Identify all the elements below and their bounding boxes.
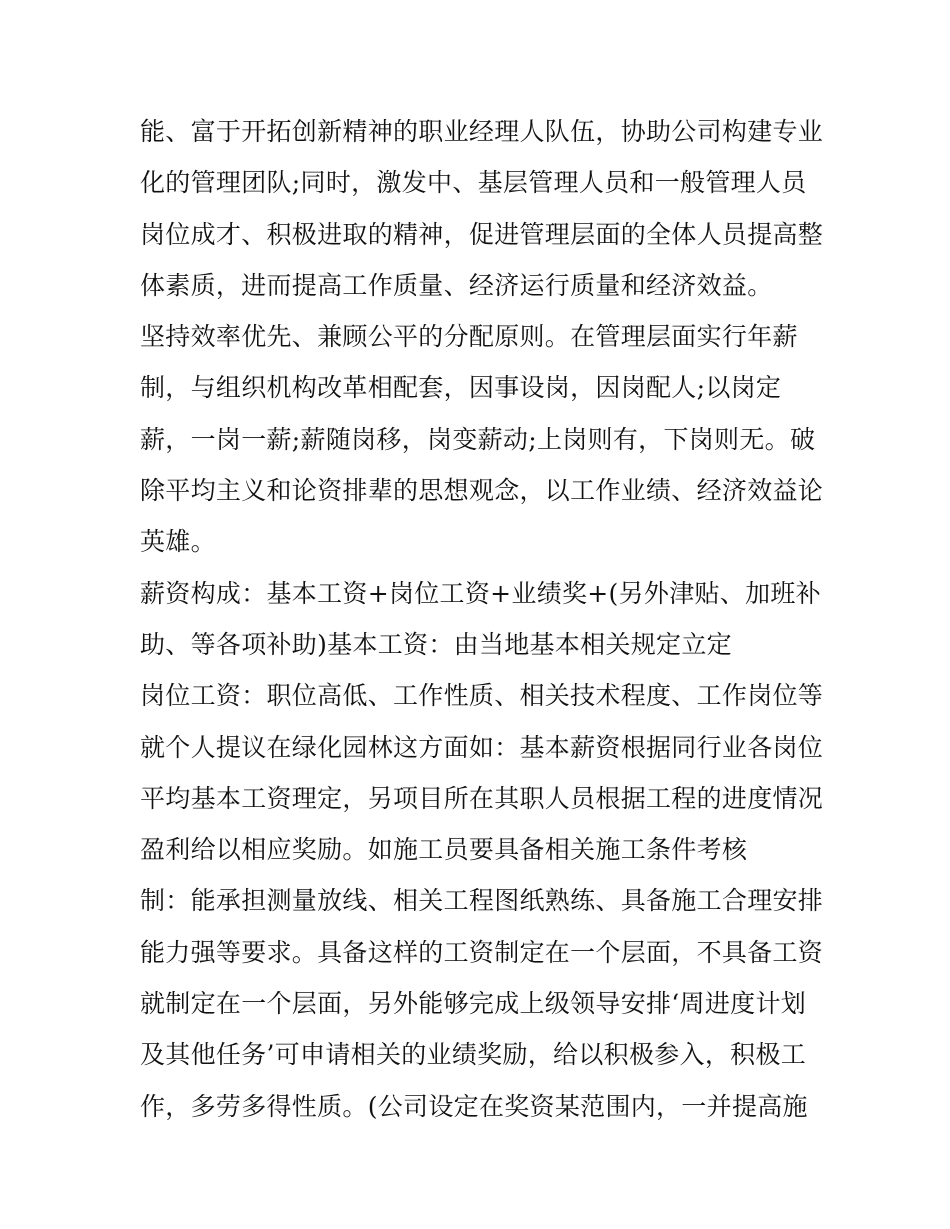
text-line: 作，多劳多得性质。(公司设定在奖资某范围内，一并提高施 (140, 1091, 808, 1121)
text-line: 能、富于开拓创新精神的职业经理人队伍，协助公司构建专业 (140, 117, 824, 146)
text-line: 英雄。 (140, 527, 216, 557)
text-line: 岗位成才、积极进取的精神，促进管理层面的全体人员提高整 (140, 219, 824, 249)
text-line: 就制定在一个层面，另外能够完成上级领导安排‘周进度计划 (140, 989, 807, 1019)
body-text (140, 106, 830, 1132)
text-line: 除平均主义和论资排辈的思想观念，以工作业绩、经济效益论 (140, 476, 824, 506)
text-line: 岗位工资：职位高低、工作性质、相关技术程度、工作岗位等 (140, 681, 824, 711)
text-line: 及其他任务’可申请相关的业绩奖励，给以积极参入，积极工 (140, 1040, 807, 1070)
text-line: 体素质，进而提高工作质量、经济运行质量和经济效益。 (140, 270, 773, 300)
text-line: 制：能承担测量放线、相关工程图纸熟练、具备施工合理安排 (140, 886, 824, 916)
text-line: 盈利给以相应奖励。如施工员要具备相关施工条件考核 (140, 835, 748, 865)
text-line: 制，与组织机构改革相配套，因事设岗，因岗配人;以岗定 (140, 373, 782, 403)
text-line: 薪资构成：基本工资+岗位工资+业绩奖+(另外津贴、加班补 (140, 578, 821, 608)
text-line: 化的管理团队;同时，激发中、基层管理人员和一般管理人员 (140, 168, 807, 198)
text-line: 平均基本工资理定，另项目所在其职人员根据工程的进度情况 (140, 783, 824, 813)
text-line: 就个人提议在绿化园林这方面如：基本薪资根据同行业各岗位 (140, 732, 824, 762)
text-line: 坚持效率优先、兼顾公平的分配原则。在管理层面实行年薪 (140, 322, 798, 352)
text-line: 能力强等要求。具备这样的工资制定在一个层面，不具备工资 (140, 937, 824, 967)
text-line: 薪，一岗一薪;薪随岗移，岗变薪动;上岗则有，下岗则无。破 (140, 424, 816, 454)
text-line: 助、等各项补助)基本工资：由当地基本相关规定立定 (140, 629, 732, 659)
